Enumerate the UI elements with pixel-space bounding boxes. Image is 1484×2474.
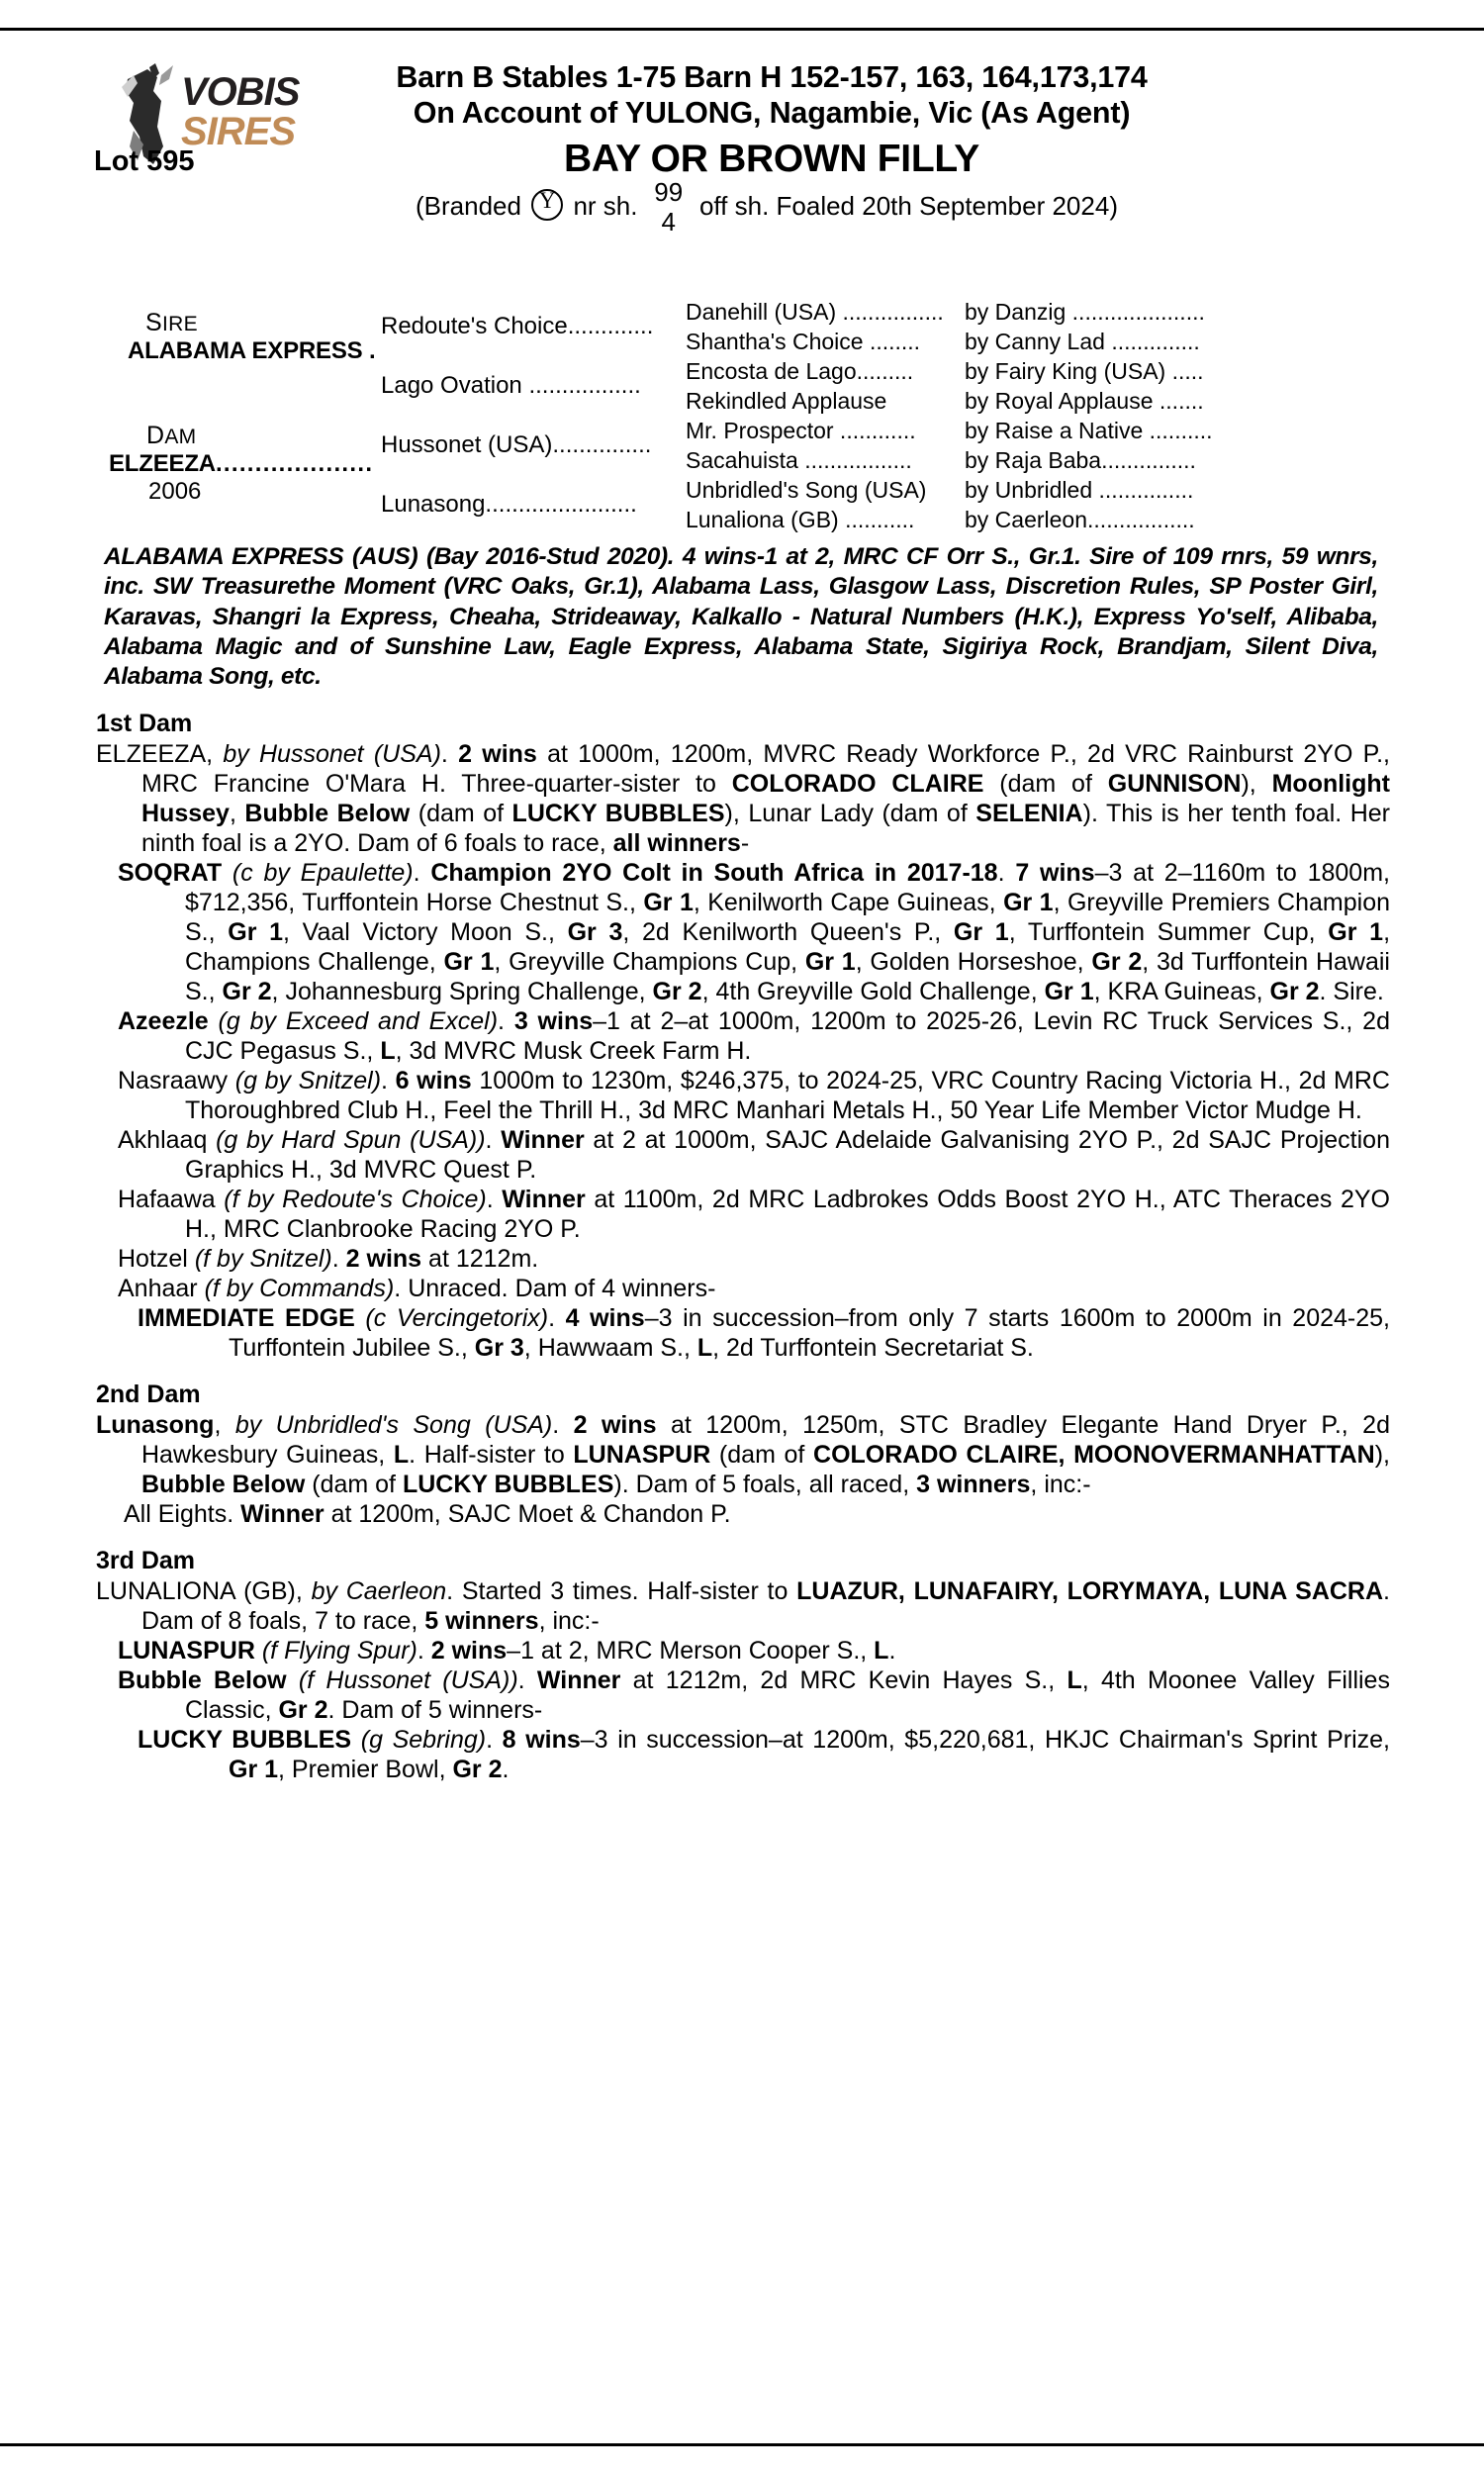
progeny-body-azeezle: –1 at 2–at 1000m, 1200m to 2025-26, Levin RC Truck Services S., 2d CJC Pegasus S., L, 3d MVRC Musk Creek Farm H. (185, 1007, 1390, 1066)
sep-7: ). This is her tenth foal. Her ninth foal is a 2YO. Dam of 6 foals to race, (141, 800, 1390, 858)
pedigree-gen4-3: by Royal Applause ....... (965, 388, 1204, 414)
barn-line-1: Barn B Stables 1-75 Barn H 152-157, 163, 164,173,174 (396, 60, 1148, 94)
elzeeza-wins: 2 wins (458, 740, 537, 769)
progeny-name-bubble-below: Bubble Below (118, 1666, 287, 1695)
progeny-name-soqrat: SOQRAT (118, 859, 223, 888)
brand-fraction (647, 176, 691, 237)
progeny-sire-clause-nasraawy: (g by Snitzel) (234, 1067, 382, 1095)
third-dam-heading: 3rd Dam (96, 1547, 196, 1575)
rel-colorado-claire-2: COLORADO CLAIRE, MOONOVERMANHATTAN (813, 1441, 1375, 1470)
pedigree-gen4-5: by Raja Baba............... (965, 447, 1196, 473)
brand-symbol-letter: Y (538, 187, 556, 213)
progeny-lucky-bubbles: LUCKY BUBBLES (g Sebring). 8 wins–3 in succession–at 1200m, $5,220,681, HKJC Chairman's Sprint Prize, Gr 1, Premier Bowl, Gr 2. (138, 1726, 1390, 1784)
first-dam-heading: 1st Dam (96, 710, 193, 738)
sep-3: ), (1241, 770, 1272, 799)
second-dam-main-entry: Lunasong, by Unbridled's Song (USA). 2 wins at 1200m, 1250m, STC Bradley Elegante Hand Dryer P., 2d Hawkesbury Guineas, L. Half-sister to LUNASPUR (dam of COLORADO CLAIRE, MOONOVERMANHATTAN), Bubble Below (dam of LUCKY BUBBLES). Dam of 5 foals, all raced, 3 winners, inc:- (96, 1411, 1390, 1499)
rel-lucky-bubbles: LUCKY BUBBLES (511, 800, 725, 828)
lunaliona-body-2: . Dam of 8 foals, 7 to race, (141, 1577, 1390, 1636)
progeny-name-lucky-bubbles: LUCKY BUBBLES (138, 1726, 352, 1755)
progeny-immediate-edge: IMMEDIATE EDGE (c Vercingetorix). 4 wins–3 in succession–from only 7 starts 1600m to 2000m in 2024-25, Turffontein Jubilee S., Gr 3, Hawwaam S., L, 2d Turffontein Secretariat S. (138, 1304, 1390, 1363)
rel-luaziur-list: LUAZUR, LUNAFAIRY, LORYMAYA, LUNA SACRA (796, 1577, 1384, 1606)
brand-denominator: 4 (661, 206, 676, 237)
svg-text:SIRES: SIRES (181, 110, 296, 153)
branding-line (94, 176, 1390, 237)
progeny-name-hafaawa: Hafaawa (118, 1186, 216, 1214)
branded-suffix: off sh. Foaled 20th September 2024) (698, 190, 1118, 221)
progeny-champion-soqrat: Champion 2YO Colt in South Africa in 2017-18 (430, 859, 998, 888)
elzeeza-body: at 1000m, 1200m, MVRC Ready Workforce P., 2d VRC Rainburst 2YO P., MRC Francine O'Mara H. Three-quarter-sister to (141, 740, 1390, 799)
progeny-lunaspur: LUNASPUR (f Flying Spur). 2 wins–1 at 2, MRC Merson Cooper S., L. (118, 1637, 896, 1665)
three-winners-badge: 3 winners (916, 1471, 1031, 1499)
progeny-name-lunaspur: LUNASPUR (118, 1637, 255, 1665)
progeny-name-all-eights: All Eights (124, 1500, 228, 1529)
progeny-body-all-eights: at 1200m, SAJC Moet & Chandon P. (324, 1500, 731, 1529)
dam-year: 2006 (148, 478, 202, 505)
progeny-sire-clause-anhaar: (f by Commands) (204, 1275, 395, 1303)
progeny-wins-nasraawy: 6 wins (395, 1067, 472, 1095)
progeny-sire-clause-immediate-edge: (c Vercingetorix) (365, 1304, 549, 1333)
lunasong-body-6: ). Dam of 5 foals, all raced, (613, 1471, 917, 1499)
lunasong-sire-clause: by Unbridled's Song (USA) (234, 1411, 553, 1440)
progeny-wins-hotzel: 2 wins (345, 1245, 422, 1274)
first-dam-main-entry (94, 739, 1390, 858)
bottom-rule (0, 2443, 1484, 2446)
progeny-name-anhaar: Anhaar (118, 1275, 198, 1303)
pedigree-table (94, 291, 1390, 532)
pedigree-col-sires-of (965, 291, 1400, 534)
sire-dots: . (368, 337, 377, 364)
lunaliona-sire-clause: by Caerleon (311, 1577, 447, 1606)
progeny-sire-clause-hotzel: (f by Snitzel) (194, 1245, 332, 1274)
pedigree-col-great-grandparents (686, 291, 982, 534)
pedigree-gen4-2: by Fairy King (USA) ..... (965, 358, 1204, 384)
dam-name (109, 450, 373, 478)
lunasong-body-5: (dam of (305, 1471, 403, 1499)
brand-circled-y-icon (531, 189, 563, 221)
rel-gunnison: GUNNISON (1107, 770, 1242, 799)
branded-mid: nr sh. (573, 190, 638, 221)
pedigree-col-parents (104, 291, 391, 528)
progeny-wins-all-eights: Winner (240, 1500, 325, 1529)
dam-block (109, 422, 373, 506)
lunasong-body-7: , inc:- (1030, 1471, 1091, 1499)
all-winners-badge: all winners (612, 829, 741, 858)
lunasong-body-1: at 1200m, 1250m, STC Bradley Elegante Hand Dryer P., 2d Hawkesbury Guineas, (141, 1411, 1390, 1470)
sep-6: ), Lunar Lady (dam of (724, 800, 976, 828)
progeny-wins-soqrat: 7 wins (1015, 859, 1095, 888)
rel-lunaspur: LUNASPUR (573, 1441, 711, 1470)
lunasong-name: Lunasong (96, 1411, 215, 1440)
lunaliona-body-1: . Started 3 times. Half-sister to (446, 1577, 797, 1606)
lunasong-wins: 2 wins (573, 1411, 657, 1440)
progeny-name-nasraawy: Nasraawy (118, 1067, 229, 1095)
page-title: BAY OR BROWN FILLY (563, 137, 980, 180)
lunasong-body-3: (dam of (710, 1441, 814, 1470)
pedigree-gen4-1: by Canny Lad .............. (965, 329, 1200, 354)
pedigree-gen2-3: Lunasong....................... (381, 491, 637, 518)
pedigree-gen3-7: Lunaliona (GB) ........... (686, 507, 915, 532)
pedigree-gen3-2: Encosta de Lago......... (686, 358, 914, 384)
progeny-sire-clause-lunaspur: (f Flying Spur) (261, 1637, 417, 1665)
lunaliona-name: LUNALIONA (GB) (96, 1577, 296, 1606)
progeny-body-hafaawa: at 1100m, 2d MRC Ladbrokes Odds Boost 2YO H., ATC Theraces 2YO H., MRC Clanbrooke Racing 2YO P. (185, 1186, 1391, 1244)
progeny-nasraawy: Nasraawy (g by Snitzel). 6 wins 1000m to 1230m, $246,375, to 2024-25, VRC Country Racing Victoria H., 2d MRC Thoroughbred Club H., Feel the Thrill H., 3d MRC Manhari Metals H., 50 Year Life Member Victor Mudge H. (118, 1067, 1390, 1125)
progeny-hafaawa: Hafaawa (f by Redoute's Choice). Winner at 1100m, 2d MRC Ladbrokes Odds Boost 2YO H., ATC Theraces 2YO H., MRC Clanbrooke Racing 2YO P. (118, 1186, 1391, 1244)
progeny-wins-bubble-below: Winner (536, 1666, 621, 1695)
progeny-all-eights: All Eights. Winner at 1200m, SAJC Moet & Chandon P. (124, 1500, 731, 1529)
progeny-body-bubble-below: at 1212m, 2d MRC Kevin Hayes S., L, 4th Moonee Valley Fillies Classic, Gr 2. Dam of 5 winners- (185, 1666, 1390, 1725)
progeny-name-akhlaaq: Akhlaaq (118, 1126, 208, 1155)
pedigree-gen3-3: Rekindled Applause (686, 388, 887, 414)
pedigree-gen4-4: by Raise a Native .......... (965, 418, 1213, 443)
progeny-name-immediate-edge: IMMEDIATE EDGE (138, 1304, 355, 1333)
rel-bubble-below: Bubble Below (244, 800, 411, 828)
progeny-wins-akhlaaq: Winner (501, 1126, 585, 1155)
five-winners-badge: 5 winners (424, 1607, 539, 1636)
dam-dots: .................... (215, 450, 374, 477)
third-dam-main-entry: LUNALIONA (GB), by Caerleon. Started 3 times. Half-sister to LUAZUR, LUNAFAIRY, LORYMAYA, LUNA SACRA. Dam of 8 foals, 7 to race, 5 winners, inc:- (96, 1577, 1390, 1636)
progeny-sire-clause-azeezle: (g by Exceed and Excel) (218, 1007, 499, 1036)
progeny-akhlaaq: Akhlaaq (g by Hard Spun (USA)). Winner at 2 at 1000m, SAJC Adelaide Galvanising 2YO P., 2d SAJC Projection Graphics H., 3d MVRC Quest P. (118, 1126, 1390, 1185)
sep-4: , (229, 800, 245, 828)
rel-selenia: SELENIA (975, 800, 1083, 828)
pedigree-gen3-4: Mr. Prospector ............ (686, 418, 916, 443)
progeny-wins-hafaawa: Winner (502, 1186, 586, 1214)
pedigree-gen3-1: Shantha's Choice ........ (686, 329, 921, 354)
branded-prefix: (Branded (416, 190, 521, 221)
sire-name (128, 337, 377, 365)
pedigree-gen2-0: Redoute's Choice............. (381, 313, 654, 339)
sep-5: (dam of (410, 800, 512, 828)
progeny-anhaar (94, 1274, 1390, 1303)
rel-colorado-claire: COLORADO CLAIRE (731, 770, 984, 799)
dam-label: DAM (146, 422, 197, 449)
progeny-sire-clause-akhlaaq: (g by Hard Spun (USA)) (216, 1126, 486, 1155)
sire-summary-paragraph: ALABAMA EXPRESS (AUS) (Bay 2016-Stud 2020). 4 wins-1 at 2, MRC CF Orr S., Gr.1. Sire of 109 rnrs, 59 wnrs, inc. SW Treasurethe Moment (VRC Oaks, Gr.1), Alabama Lass, Glasgow Lass, Discretion Rules, SP Poster Girl, Karavas, Shangri la Express, Cheaha, Strideaway, Kalkallo - Natural Numbers (H.K.), Express Yo'self, Alibaba, Alabama Magic and of Sunshine Law, Eagle Express, Alabama State, Sigiriya Rock, Brandjam, Silent Diva, Alabama Song, etc. (104, 543, 1378, 690)
pedigree-gen4-6: by Unbridled ............... (965, 477, 1194, 503)
sire-block (128, 309, 377, 365)
progeny-body-soqrat: –3 at 2–1160m to 1800m, $712,356, Turffontein Horse Chestnut S., (185, 859, 1390, 917)
sire-name-text: ALABAMA EXPRESS (128, 337, 363, 364)
progeny-name-azeezle: Azeezle (118, 1007, 209, 1036)
progeny-soqrat: SOQRAT (c by Epaulette). Champion 2YO Colt in South Africa in 2017-18. 7 wins–3 at 2–1160m to 1800m, $712,356, Turffontein Horse Chestnut S., Gr 1, Kenilworth Cape Guineas, Gr 1, Greyville Premiers Champion S., Gr 1, Vaal Victory Moon S., Gr 3, 2d Kenilworth Queen's P., Gr 1, Turffontein Summer Cup, Gr 1, Champions Challenge, Gr 1, Greyville Champions Cup, Gr 1, Golden Horseshoe, Gr 2, 3d Turffontein Hawaii S., Gr 2, Johannesburg Spring Challenge, Gr 2, 4th Greyville Gold Challenge, Gr 1, KRA Guineas, Gr 2. Sire. (118, 859, 1391, 1006)
lunaliona-body-3: , inc:- (538, 1607, 600, 1636)
progeny-body-nasraawy: 1000m to 1230m, $246,375, to 2024-25, VRC Country Racing Victoria H., 2d MRC Thoroughbred Club H., Feel the Thrill H., 3d MRC Manhari Metals H., 50 Year Life Member Victor Mudge H. (185, 1067, 1390, 1125)
pedigree-gen3-6: Unbridled's Song (USA) (686, 477, 927, 503)
rel-lucky-bubbles-2: LUCKY BUBBLES (402, 1471, 614, 1499)
svg-text:VOBIS: VOBIS (181, 70, 300, 114)
progeny-hotzel: Hotzel (f by Snitzel). 2 wins at 1212m. (118, 1245, 539, 1274)
rel-bubble-below-2: Bubble Below (141, 1471, 306, 1499)
rel-moonlight-hussey: Moonlight Hussey (141, 770, 1390, 828)
sep-1: . (440, 740, 459, 769)
progeny-bubble-below: Bubble Below (f Hussonet (USA)). Winner at 1212m, 2d MRC Kevin Hayes S., L, 4th Moonee Valley Fillies Classic, Gr 2. Dam of 5 winners- (118, 1666, 1390, 1725)
progeny-body-lunaspur: –1 at 2, MRC Merson Cooper S., L. (507, 1637, 896, 1665)
pedigree-gen2-1: Lago Ovation ................. (381, 372, 641, 399)
progeny-sire-clause-hafaawa: (f by Redoute's Choice) (224, 1186, 487, 1214)
progeny-body-hotzel: at 1212m. (421, 1245, 539, 1274)
progeny-sire-clause-bubble-below: (f Hussonet (USA)) (298, 1666, 518, 1695)
barn-line-2: On Account of YULONG, Nagambie, Vic (As Agent) (413, 96, 1131, 131)
sep-8: - (740, 829, 750, 858)
elzeeza-name: ELZEEZA, (96, 740, 224, 769)
progeny-segments-soqrat: Gr 1, Kenilworth Cape Guineas, Gr 1, Greyville Premiers Champion S., Gr 1, Vaal Victory Moon S., Gr 3, 2d Kenilworth Queen's P., Gr 1, Turffontein Summer Cup, Gr 1, Champions Challenge, Gr 1, Greyville Champions Cup, Gr 1, Golden Horseshoe, Gr 2, 3d Turffontein Hawaii S., Gr 2, Johannesburg Spring Challenge, Gr 2, 4th Greyville Gold Challenge, Gr 1, KRA Guineas, Gr 2. Sire. (185, 889, 1391, 1006)
pedigree-gen2-2: Hussonet (USA)............... (381, 431, 652, 458)
brand-numerator: 99 (654, 176, 684, 207)
progeny-wins-immediate-edge: 4 wins (565, 1304, 645, 1333)
sire-label: SIRE (145, 309, 198, 336)
progeny-wins-lucky-bubbles: 8 wins (502, 1726, 581, 1755)
sep-2: (dam of (983, 770, 1108, 799)
progeny-name-hotzel: Hotzel (118, 1245, 188, 1274)
lot-title-row (94, 138, 1390, 185)
lunasong-body-2: . Half-sister to (409, 1441, 574, 1470)
listed-marker-1: L (393, 1441, 410, 1470)
lunasong-body-4: ), (1374, 1441, 1390, 1470)
progeny-azeezle: Azeezle (g by Exceed and Excel). 3 wins–1 at 2–at 1000m, 1200m to 2025-26, Levin RC Truck Services S., 2d CJC Pegasus S., L, 3d MVRC Musk Creek Farm H. (118, 1007, 1390, 1066)
elzeeza-sire-clause: by Hussonet (USA) (223, 740, 441, 769)
progeny-sire-clause-soqrat: (c by Epaulette) (232, 859, 414, 888)
dam-name-text: ELZEEZA (109, 450, 216, 477)
progeny-body-akhlaaq: at 2 at 1000m, SAJC Adelaide Galvanising 2YO P., 2d SAJC Projection Graphics H., 3d MVRC Quest P. (185, 1126, 1390, 1185)
pedigree-gen4-0: by Danzig ..................... (965, 299, 1205, 325)
pedigree-col-grandparents (381, 291, 688, 534)
lot-number: Lot 595 (94, 144, 195, 177)
progeny-wins-lunaspur: 2 wins (430, 1637, 508, 1665)
progeny-body-anhaar: . Unraced. Dam of 4 winners- (394, 1275, 716, 1303)
second-dam-heading: 2nd Dam (96, 1380, 201, 1409)
progeny-sire-clause-lucky-bubbles: (g Sebring) (360, 1726, 487, 1755)
pedigree-gen3-5: Sacahuista ................. (686, 447, 912, 473)
progeny-wins-azeezle: 3 wins (513, 1007, 594, 1036)
pedigree-gen4-7: by Caerleon................. (965, 507, 1195, 532)
pedigree-gen3-0: Danehill (USA) ................ (686, 299, 944, 325)
page-header (94, 0, 1390, 267)
progeny-body-lucky-bubbles: –3 in succession–at 1200m, $5,220,681, HKJC Chairman's Sprint Prize, Gr 1, Premier Bowl, Gr 2. (229, 1726, 1390, 1784)
progeny-body-immediate-edge: –3 in succession–from only 7 starts 1600m to 2000m in 2024-25, Turffontein Jubilee S., Gr 3, Hawwaam S., L, 2d Turffontein Secretariat S. (229, 1304, 1390, 1363)
